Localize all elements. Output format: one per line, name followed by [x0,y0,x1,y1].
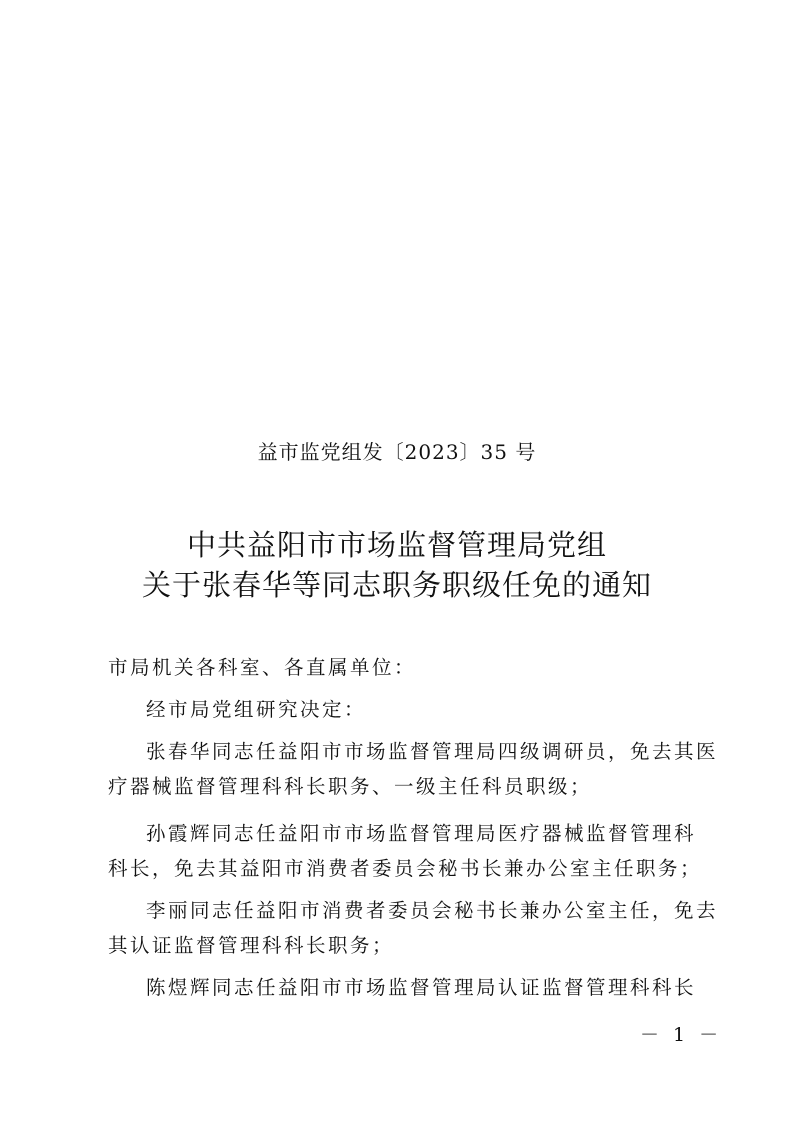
paragraph-line: 其认证监督管理科科长职务； [108,934,395,957]
title-line-2: 关于张春华等同志职务职级任免的通知 [141,568,652,602]
paragraph-line: 孙霞辉同志任益阳市市场监督管理局医疗器械监督管理科 [146,822,697,845]
paragraph-line: 疗器械监督管理科科长职务、一级主任科员职级； [108,775,593,798]
paragraph-line: 张春华同志任益阳市市场监督管理局四级调研员，免去其医 [146,740,719,763]
salutation: 市局机关各科室、各直属单位： [108,656,417,679]
paragraph-line: 陈煜辉同志任益阳市市场监督管理局认证监督管理科科长 [146,976,697,999]
paragraph-line: 科长，免去其益阳市消费者委员会秘书长兼办公室主任职务； [108,857,703,880]
paragraph-line: 经市局党组研究决定： [146,698,367,721]
page-number: － 1 － [640,1024,723,1046]
document-number: 益市监党组发〔2023〕35 号 [257,440,537,464]
paragraph-line: 李丽同志任益阳市消费者委员会秘书长兼办公室主任，免去 [146,899,719,922]
title-line-1: 中共益阳市市场监督管理局党组 [186,528,607,562]
